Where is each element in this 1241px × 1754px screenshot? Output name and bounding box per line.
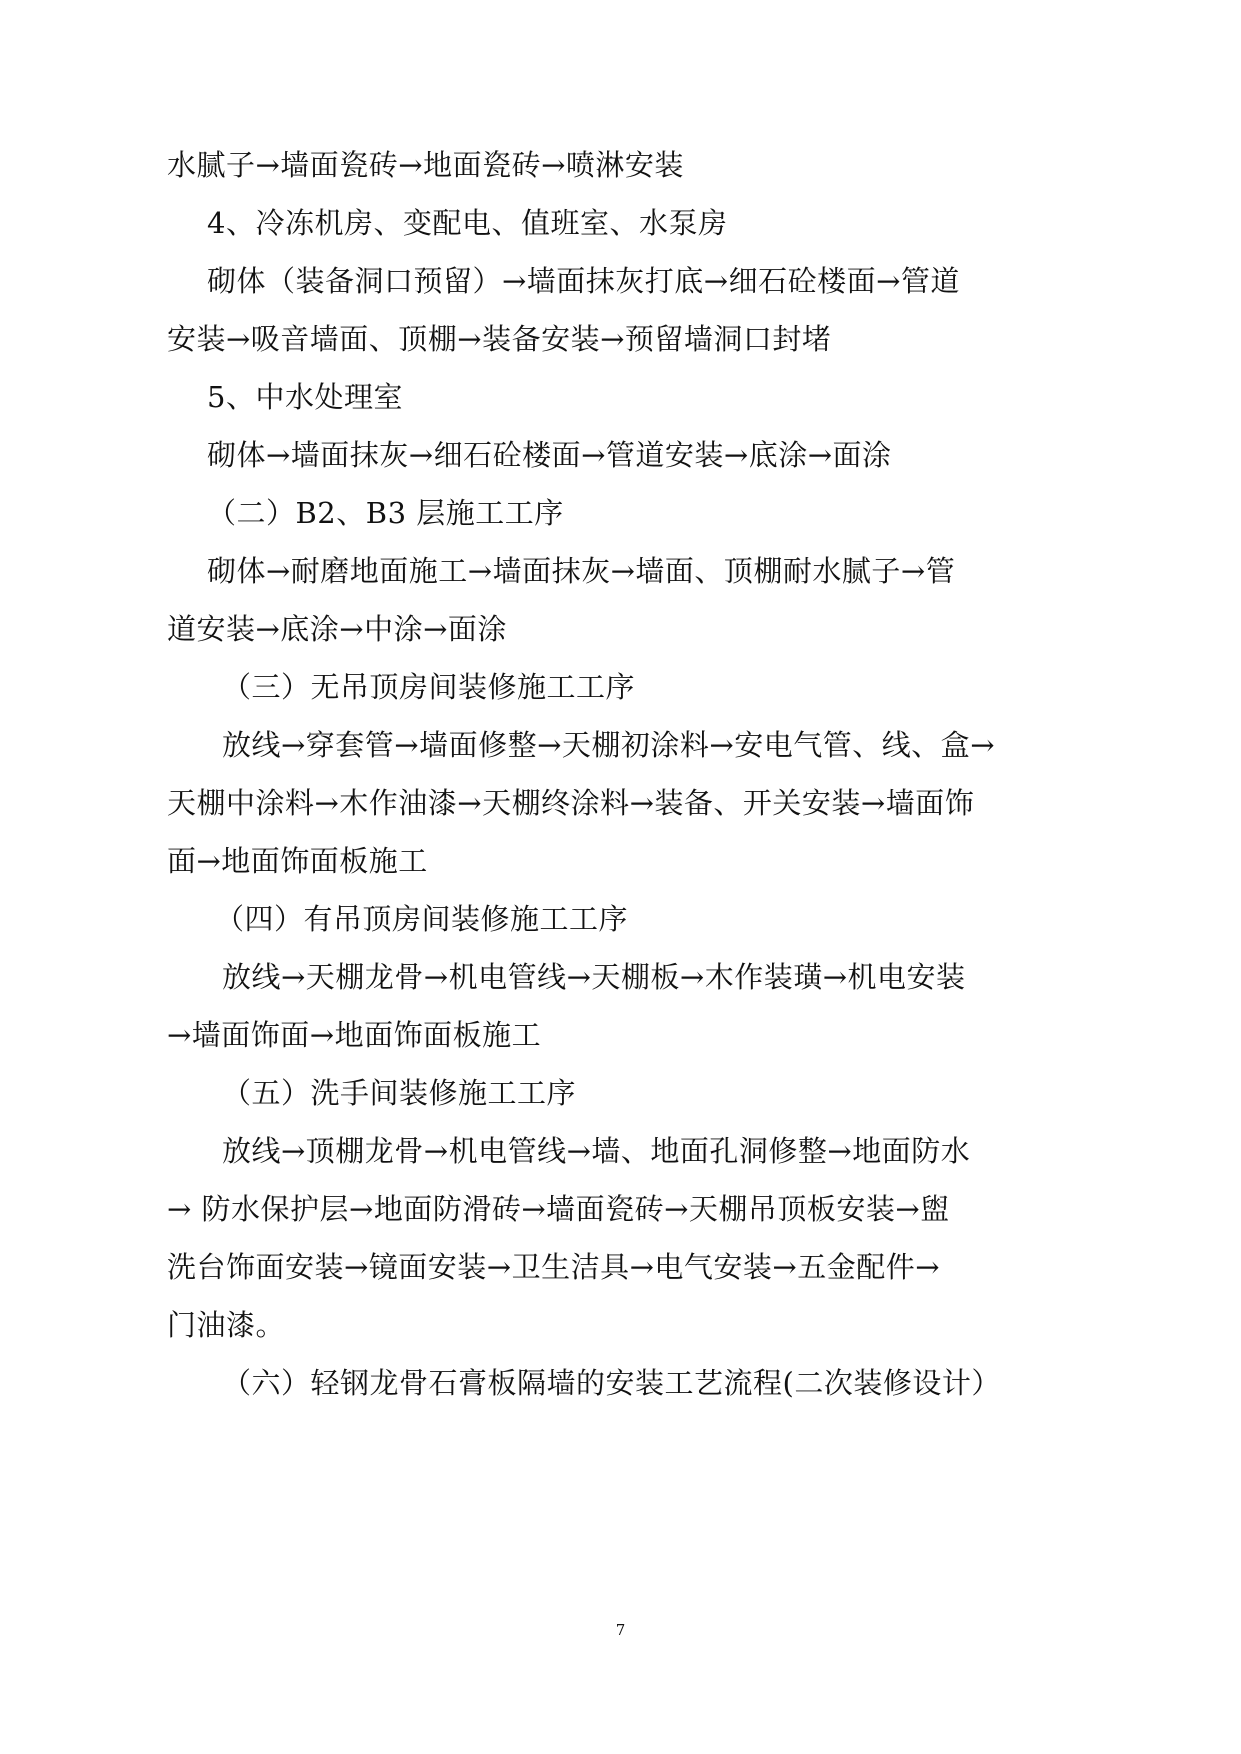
section-heading: （四）有吊顶房间装修施工工序 [215, 902, 629, 936]
body-text-line: 放线→穿套管→墙面修整→天棚初涂料→安电气管、线、盒→ [222, 728, 995, 762]
body-text-line: 门油漆。 [167, 1308, 286, 1342]
body-text-line: →墙面饰面→地面饰面板施工 [167, 1018, 542, 1052]
section-heading: （六）轻钢龙骨石膏板隔墙的安装工艺流程(二次装修设计） [222, 1366, 1001, 1400]
body-text-line: 砌体→耐磨地面施工→墙面抹灰→墙面、顶棚耐水腻子→管 [207, 554, 956, 588]
body-text-line: 砌体（装备洞口预留）→墙面抹灰打底→细石砼楼面→管道 [207, 264, 960, 298]
page-number: 7 [615, 1621, 626, 1639]
section-heading: 5、中水处理室 [207, 380, 403, 414]
body-text-line: 洗台饰面安装→镜面安装→卫生洁具→电气安装→五金配件→ [167, 1250, 940, 1284]
body-text-line: 水腻子→墙面瓷砖→地面瓷砖→喷淋安装 [167, 148, 684, 182]
body-text-line: 面→地面饰面板施工 [167, 844, 428, 878]
body-text-line: 砌体→墙面抹灰→细石砼楼面→管道安装→底涂→面涂 [207, 438, 892, 472]
body-text-line: 道安装→底涂→中涂→面涂 [167, 612, 507, 646]
section-heading: 4、冷冻机房、变配电、值班室、水泵房 [207, 206, 728, 240]
body-text-line: 安装→吸音墙面、顶棚→装备安装→预留墙洞口封堵 [167, 322, 832, 356]
section-heading: （三）无吊顶房间装修施工工序 [222, 670, 636, 704]
body-text-line: → 防水保护层→地面防滑砖→墙面瓷砖→天棚吊顶板安装→盥 [167, 1192, 950, 1226]
body-text-line: 放线→天棚龙骨→机电管线→天棚板→木作装璜→机电安装 [222, 960, 966, 994]
section-heading: （五）洗手间装修施工工序 [222, 1076, 577, 1110]
body-text-line: 放线→顶棚龙骨→机电管线→墙、地面孔洞修整→地面防水 [222, 1134, 971, 1168]
section-heading: （二）B2、B3 层施工工序 [207, 496, 564, 530]
body-text-line: 天棚中涂料→木作油漆→天棚终涂料→装备、开关安装→墙面饰 [167, 786, 975, 820]
